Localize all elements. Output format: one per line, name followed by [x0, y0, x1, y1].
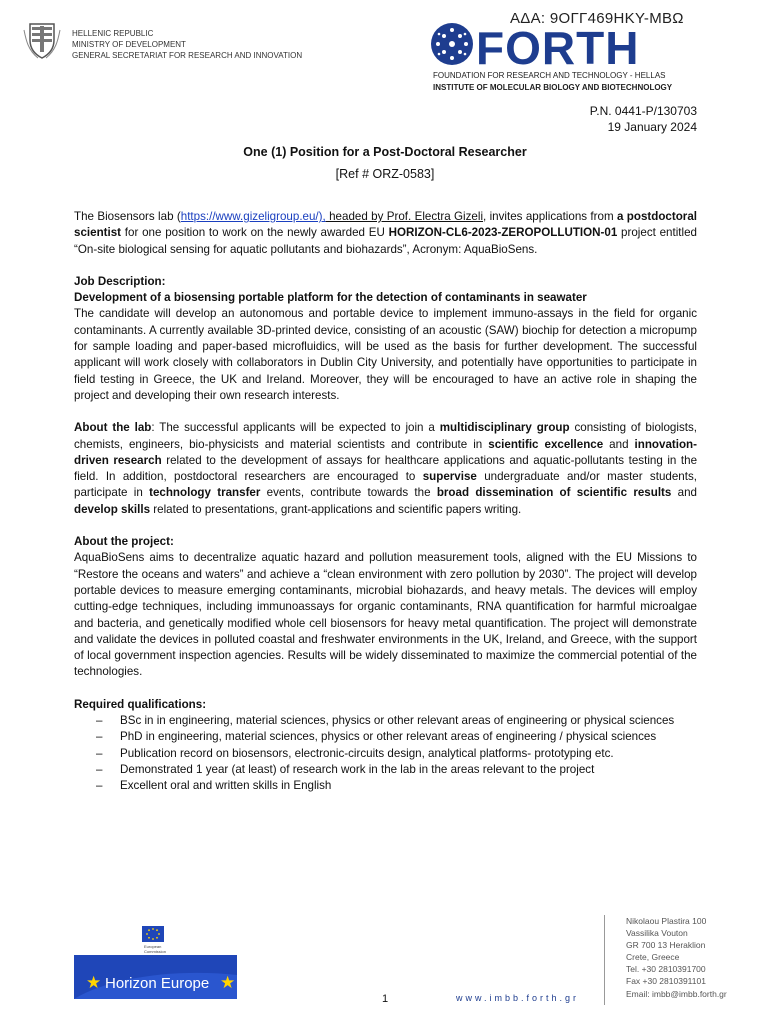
job-description-subheading: Development of a biosensing portable platform for the detection of contaminants in seawater	[74, 291, 587, 305]
intro-text-1: The Biosensors lab (	[74, 210, 181, 223]
horizon-europe-logo	[74, 925, 237, 999]
lab-text-2: consisting of biologists, chemists, engineers, bio-physicists and material scientists and contribute in	[74, 421, 697, 451]
lab-text-8: related to presentations, grant-applications and scientific papers writing.	[150, 502, 522, 516]
footer-divider	[604, 915, 605, 1005]
address-line: Crete, Greece	[626, 952, 680, 963]
eu-caption-line-1: European	[144, 944, 162, 949]
job-description-heading: Job Description:	[74, 274, 166, 288]
lab-bold-2: multidisciplinary group	[439, 421, 570, 435]
horizon-europe-label: Horizon Europe	[105, 975, 210, 992]
forth-header	[433, 70, 672, 94]
forth-logo	[430, 20, 640, 68]
intro-paragraph	[74, 209, 697, 258]
svg-text:★: ★	[220, 973, 236, 992]
list-item: – Excellent oral and written skills in English	[74, 778, 697, 794]
address-line: GR 700 13 Heraklion	[626, 940, 706, 951]
about-project-heading: About the project:	[74, 535, 174, 549]
reference-number: [Ref # ORZ-0583]	[335, 167, 435, 181]
gov-line-republic: HELLENIC REPUBLIC	[72, 29, 154, 38]
ada-code: ΑΔΑ: 9ΟΓΓ469ΗΚΥ-ΜΒΩ	[510, 10, 684, 27]
lab-bold-6: technology transfer	[149, 486, 261, 500]
intro-text-5: project entitled “On-site biological sensing for aquatic pollutants and biohazards”, Acronym: AquaBioSens.	[74, 226, 697, 256]
intro-text-3: , invites applications from	[483, 210, 617, 223]
document-body	[74, 209, 697, 795]
gov-line-secretariat: GENERAL SECRETARIAT FOR RESEARCH AND INNOVATION	[72, 51, 303, 60]
lab-bold-8: develop skills	[74, 502, 151, 516]
page-title: One (1) Position for a Post-Doctoral Researcher	[243, 145, 527, 159]
intro-text-4: for one position to work on the newly awarded EU	[121, 226, 389, 240]
lab-text-5: undergraduate and/or master students, participate in	[74, 470, 697, 500]
lab-website-link[interactable]: https://www.gizeligroup.eu/),	[180, 210, 326, 223]
page-number: 1	[382, 993, 389, 1005]
forth-logo-text: FORTH	[476, 22, 640, 68]
address-line: Email: imbb@imbb.forth.gr	[626, 988, 727, 999]
list-item: – Demonstrated 1 year (at least) of research work in the lab in the areas relevant to the project	[74, 762, 697, 778]
address-line: Nikolaou Plastira 100	[626, 916, 707, 926]
gov-line-ministry: MINISTRY OF DEVELOPMENT	[72, 40, 186, 49]
eu-caption-line-2: Commission	[144, 949, 167, 954]
list-item: – PhD in engineering, material sciences, physics or other relevant areas of engineering / physical sciences	[74, 729, 697, 745]
about-lab-section	[74, 420, 697, 518]
intro-bold-position: a postdoctoral scientist	[74, 210, 697, 240]
about-lab-heading: About the lab	[74, 421, 152, 435]
lab-bold-5: supervise	[422, 470, 477, 484]
website-link[interactable]: www.imbb.forth.gr	[456, 993, 580, 1003]
lab-text-1: : The successful applicants will be expected to join a	[151, 421, 440, 435]
qualifications-heading: Required qualifications:	[74, 697, 207, 711]
about-project-section	[74, 534, 697, 681]
address-line: Fax +30 2810391101	[626, 976, 706, 987]
government-header	[72, 28, 302, 61]
about-project-text: AquaBioSens aims to decentralize aquatic hazard and pollution measurement tools, aligned with the EU Missions to “Restore the oceans and waters” and achieve a “clean environment with zero pollution by 2030”. The project will develop portable devices to measure emerging contaminants, microbial biohazards, and heavy metals. The devices will employ cutting-edge techniques, including immunoassays for organic contaminants, RNA quantification for harmful microalgae and bacteria, and genetically modified whole cell biosensors for heavy metal quantification. The project will demonstrate and validate the devices in polluted coastal and freshwater environments in the UK, Ireland, and Greece, with the support of local government inspection agencies. Results will be widely disseminated to maximize the commercial potential of the technologies.	[74, 551, 697, 679]
forth-institute-line: INSTITUTE OF MOLECULAR BIOLOGY AND BIOTECHNOLOGY	[433, 83, 673, 92]
intro-bold-call: HORIZON-CL6-2023-ZEROPOLLUTION-01	[388, 226, 618, 240]
lab-bold-3: scientific excellence	[488, 437, 604, 451]
document-date: 19 January 2024	[607, 120, 697, 134]
address-block	[626, 915, 727, 1000]
list-item: – BSc in in engineering, material sciences, physics or other relevant areas of engineering or physical sciences	[74, 713, 697, 729]
intro-head-text: headed by Prof. Electra Gizeli	[325, 210, 484, 223]
protocol-number: P.N. 0441-P/130703	[589, 104, 697, 118]
forth-foundation-line: FOUNDATION FOR RESEARCH AND TECHNOLOGY - HELLAS	[433, 71, 666, 80]
list-item: – Publication record on biosensors, electronic-circuits design, analytical platforms- prototyping etc.	[74, 746, 697, 762]
svg-text:★: ★	[86, 973, 102, 992]
lab-text-4: related to the development of assays for healthcare applications and aquatic-pollutants testing in the field. In addition, postdoctoral researchers are encouraged to	[74, 453, 698, 484]
lab-text-3: and	[603, 437, 635, 451]
greek-coat-of-arms-icon	[22, 20, 62, 60]
job-description-section	[74, 274, 697, 404]
lab-text-7: and	[671, 486, 697, 500]
lab-text-6: events, contribute towards the	[260, 486, 437, 500]
address-line: Tel. +30 2810391700	[626, 964, 706, 975]
lab-bold-4: innovation-driven research	[74, 437, 698, 467]
qualifications-section	[74, 697, 697, 795]
lab-bold-7: broad dissemination of scientific results	[436, 486, 672, 500]
qualifications-list	[74, 713, 697, 794]
job-description-text: The candidate will develop an autonomous and portable device to implement immuno-assays in the field for organic contaminants. A currently available 3D-printed device, consisting of an acoustic (SAW) biochip for detection a micropump for sample loading and paper-based microfluidics, will be used as the basis for further development. The successful applicant will work closely with collaborators in Dublin City University, and potentially have opportunities to participate in field testing in Greece, the UK and Ireland. Moreover, they will be encouraged to have an active role in shaping the project and developing their own research interests.	[74, 307, 697, 402]
protocol-block	[590, 103, 697, 135]
address-line: Vassilika Vouton	[626, 928, 688, 939]
